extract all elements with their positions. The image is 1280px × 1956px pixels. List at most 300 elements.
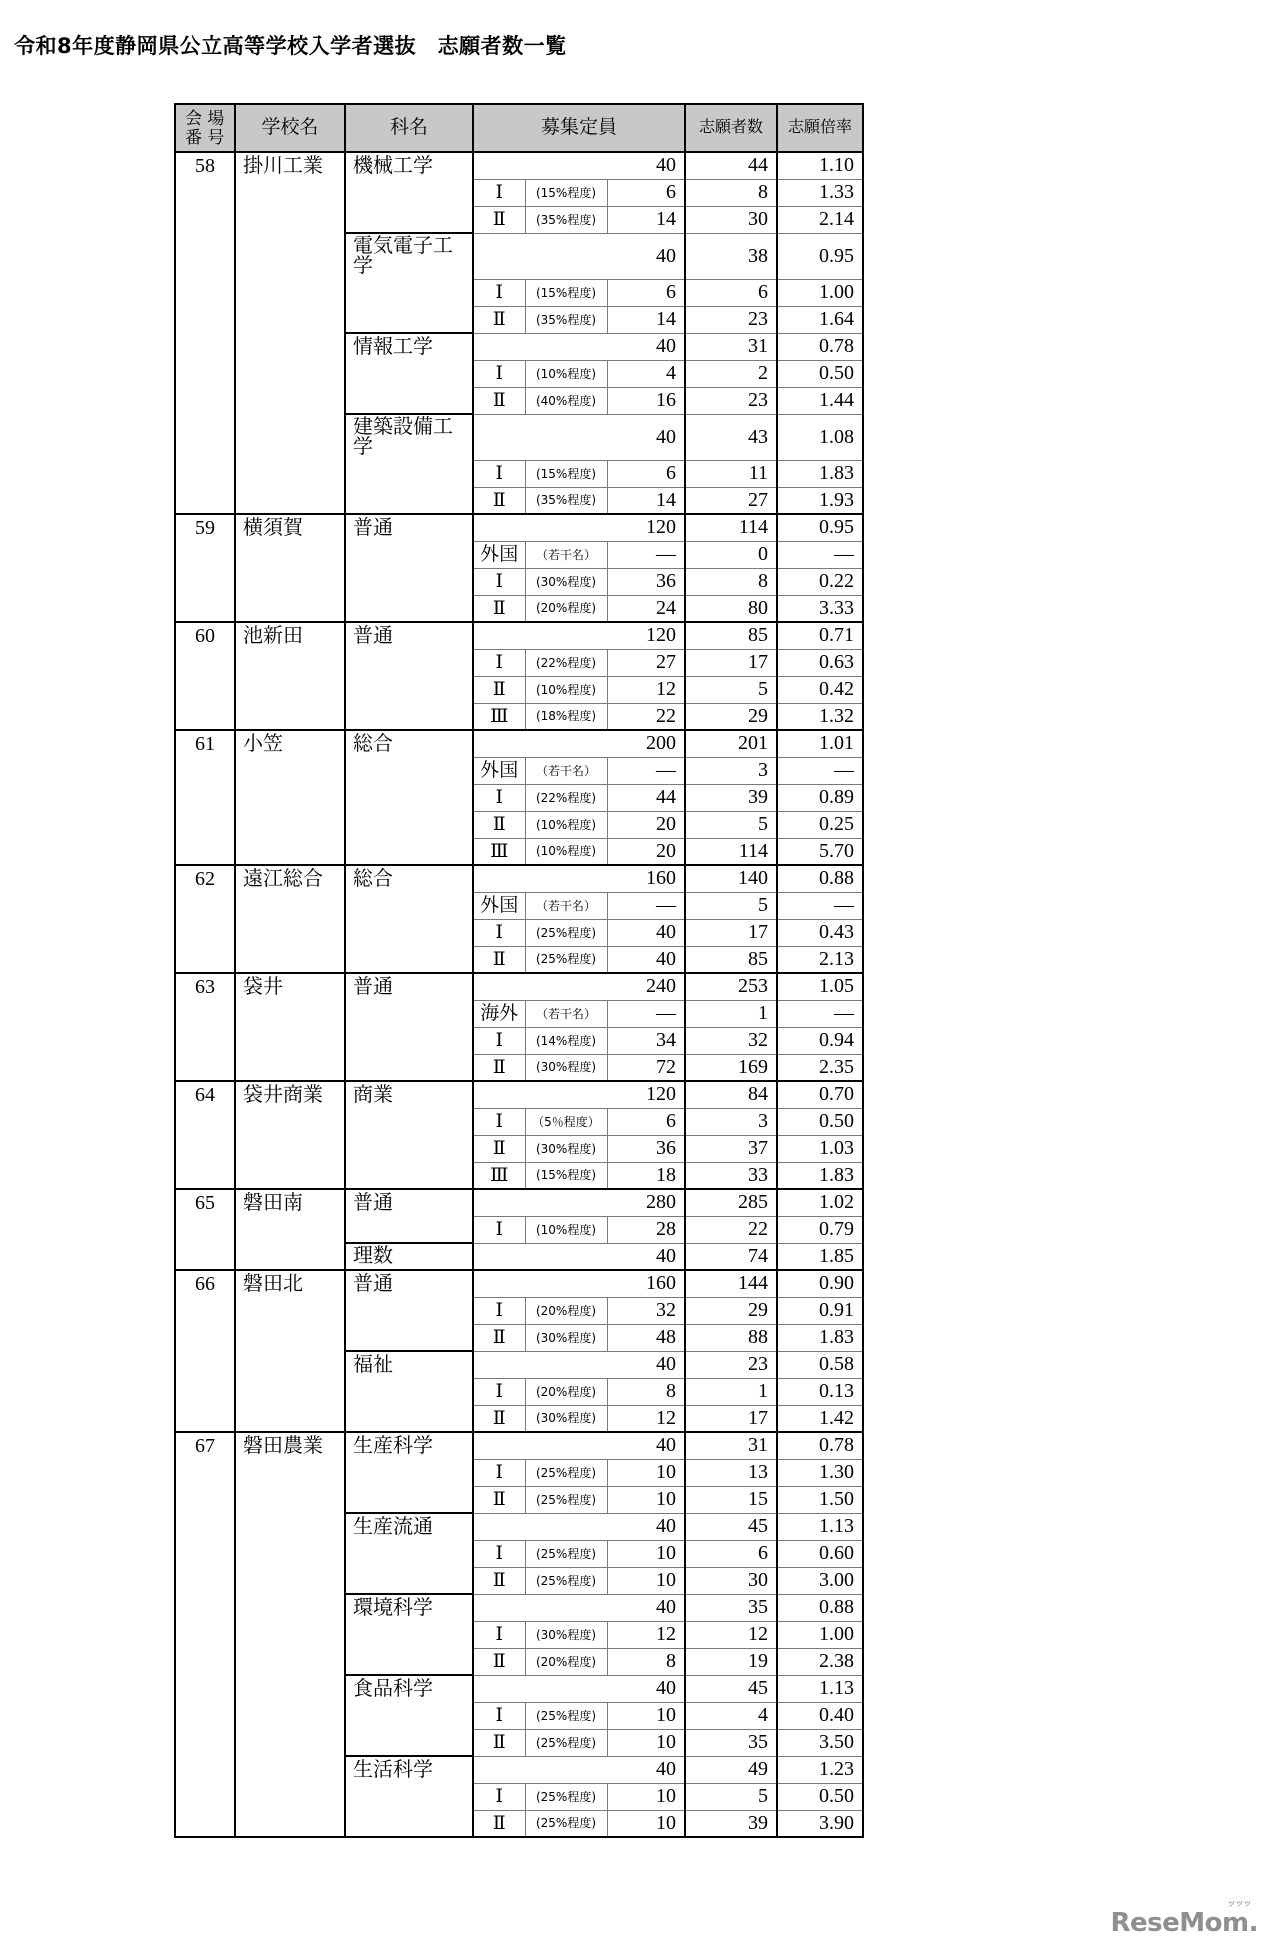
cell-quota-subtype-empty <box>473 414 607 460</box>
cell-quota-subtype-note: (25%程度) <box>525 946 607 973</box>
table-row <box>175 1432 863 1459</box>
cell-venue-number <box>175 1702 235 1729</box>
cell-applicants-value: 44 <box>685 152 777 179</box>
cell-venue-number <box>175 1648 235 1675</box>
cell-school-name <box>235 1351 345 1378</box>
cell-quota-subtype-note: (35%程度) <box>525 487 607 514</box>
cell-ratio-value: 1.32 <box>777 703 863 730</box>
cell-quota-subtype-note: (30%程度) <box>525 1135 607 1162</box>
cell-department-name <box>345 1648 473 1675</box>
cell-quota-subtype-note: （若干名） <box>525 892 607 919</box>
cell-school-name: 小笠 <box>235 730 345 757</box>
cell-applicants-value: 23 <box>685 1351 777 1378</box>
cell-school-name <box>235 179 345 206</box>
cell-venue-number <box>175 649 235 676</box>
cell-department-name: 総合 <box>345 865 473 892</box>
cell-quota-subtype-empty <box>473 865 607 892</box>
cell-quota-subtype-label: Ⅱ <box>473 1324 525 1351</box>
cell-ratio-value: 0.88 <box>777 1594 863 1621</box>
cell-quota-subtype-label: Ⅱ <box>473 387 525 414</box>
cell-school-name: 袋井 <box>235 973 345 1000</box>
table-row <box>175 1135 863 1162</box>
cell-school-name <box>235 1027 345 1054</box>
table-row <box>175 460 863 487</box>
cell-quota-value: 6 <box>607 179 685 206</box>
table-row <box>175 1216 863 1243</box>
cell-applicants-value: 201 <box>685 730 777 757</box>
cell-venue-number <box>175 1243 235 1270</box>
cell-quota-subtype-note: （若干名） <box>525 1000 607 1027</box>
cell-venue-number <box>175 1783 235 1810</box>
cell-quota-value: 34 <box>607 1027 685 1054</box>
cell-school-name <box>235 387 345 414</box>
cell-venue-number <box>175 811 235 838</box>
cell-ratio-value: 1.08 <box>777 414 863 460</box>
cell-department-name <box>345 649 473 676</box>
cell-school-name <box>235 1054 345 1081</box>
table-row <box>175 514 863 541</box>
cell-applicants-value: 144 <box>685 1270 777 1297</box>
cell-applicants-value: 8 <box>685 568 777 595</box>
cell-quota-value: 10 <box>607 1486 685 1513</box>
cell-applicants-value: 17 <box>685 1405 777 1432</box>
cell-quota-value: 40 <box>607 1513 685 1540</box>
cell-venue-number: 66 <box>175 1270 235 1297</box>
table-row <box>175 703 863 730</box>
table-row <box>175 1378 863 1405</box>
cell-school-name <box>235 206 345 233</box>
cell-ratio-value: 1.01 <box>777 730 863 757</box>
cell-quota-subtype-note: (10%程度) <box>525 811 607 838</box>
cell-school-name <box>235 1135 345 1162</box>
cell-applicants-value: 15 <box>685 1486 777 1513</box>
cell-quota-subtype-note: (20%程度) <box>525 1648 607 1675</box>
cell-quota-subtype-note: （若干名） <box>525 757 607 784</box>
cell-quota-subtype-label: 海外 <box>473 1000 525 1027</box>
cell-venue-number: 62 <box>175 865 235 892</box>
cell-school-name <box>235 703 345 730</box>
table-row <box>175 1162 863 1189</box>
table-header-row <box>175 104 863 152</box>
cell-quota-subtype-note: (18%程度) <box>525 703 607 730</box>
cell-department-name <box>345 1486 473 1513</box>
cell-quota-value: 20 <box>607 838 685 865</box>
cell-department-name <box>345 1324 473 1351</box>
cell-quota-value: 14 <box>607 306 685 333</box>
cell-department-name <box>345 1135 473 1162</box>
cell-quota-subtype-label: Ⅰ <box>473 1621 525 1648</box>
cell-quota-subtype-note: （5％程度） <box>525 1108 607 1135</box>
cell-venue-number <box>175 757 235 784</box>
cell-applicants-value: 2 <box>685 360 777 387</box>
cell-quota-subtype-label: Ⅱ <box>473 1486 525 1513</box>
cell-venue-number: 61 <box>175 730 235 757</box>
cell-applicants-value: 74 <box>685 1243 777 1270</box>
cell-quota-subtype-note: (30%程度) <box>525 1621 607 1648</box>
cell-venue-number <box>175 179 235 206</box>
cell-quota-subtype-empty <box>473 1432 607 1459</box>
cell-venue-number <box>175 676 235 703</box>
cell-quota-subtype-note: (25%程度) <box>525 1486 607 1513</box>
cell-quota-subtype-label: Ⅰ <box>473 1459 525 1486</box>
cell-quota-value: 6 <box>607 1108 685 1135</box>
cell-applicants-value: 49 <box>685 1756 777 1783</box>
cell-department-name <box>345 1027 473 1054</box>
cell-venue-number <box>175 460 235 487</box>
cell-school-name <box>235 1756 345 1783</box>
cell-venue-number <box>175 595 235 622</box>
cell-school-name <box>235 649 345 676</box>
cell-school-name <box>235 1459 345 1486</box>
cell-ratio-value: 1.42 <box>777 1405 863 1432</box>
cell-quota-subtype-empty <box>473 1594 607 1621</box>
cell-department-name <box>345 279 473 306</box>
cell-school-name <box>235 946 345 973</box>
cell-school-name <box>235 1243 345 1270</box>
cell-quota-subtype-label: Ⅰ <box>473 649 525 676</box>
cell-school-name <box>235 460 345 487</box>
cell-ratio-value: 2.13 <box>777 946 863 973</box>
cell-school-name <box>235 233 345 279</box>
cell-applicants-value: 32 <box>685 1027 777 1054</box>
cell-quota-value: 10 <box>607 1702 685 1729</box>
cell-venue-number <box>175 1000 235 1027</box>
cell-department-name <box>345 487 473 514</box>
cell-quota-subtype-note: (10%程度) <box>525 676 607 703</box>
column-header-quota: 募集定員 <box>473 104 685 152</box>
cell-venue-number <box>175 541 235 568</box>
cell-ratio-value: 1.02 <box>777 1189 863 1216</box>
cell-school-name <box>235 487 345 514</box>
cell-quota-value: 10 <box>607 1540 685 1567</box>
cell-ratio-value: 2.14 <box>777 206 863 233</box>
table-row <box>175 487 863 514</box>
cell-quota-subtype-note: (35%程度) <box>525 306 607 333</box>
cell-quota-subtype-note: (20%程度) <box>525 1378 607 1405</box>
cell-applicants-value: 1 <box>685 1378 777 1405</box>
cell-quota-value: 120 <box>607 514 685 541</box>
cell-venue-number <box>175 1594 235 1621</box>
cell-school-name <box>235 1486 345 1513</box>
cell-quota-value: 16 <box>607 387 685 414</box>
cell-applicants-value: 45 <box>685 1675 777 1702</box>
cell-school-name <box>235 1162 345 1189</box>
cell-ratio-value: ― <box>777 1000 863 1027</box>
cell-quota-value: 8 <box>607 1648 685 1675</box>
cell-ratio-value: 1.44 <box>777 387 863 414</box>
cell-applicants-value: 11 <box>685 460 777 487</box>
cell-department-name <box>345 757 473 784</box>
cell-applicants-value: 39 <box>685 784 777 811</box>
cell-department-name <box>345 1297 473 1324</box>
table-row <box>175 279 863 306</box>
cell-school-name <box>235 1810 345 1837</box>
cell-school-name <box>235 676 345 703</box>
cell-department-name <box>345 892 473 919</box>
cell-ratio-value: 1.13 <box>777 1675 863 1702</box>
cell-quota-subtype-label: Ⅱ <box>473 487 525 514</box>
cell-ratio-value: 1.83 <box>777 1162 863 1189</box>
cell-quota-value: 240 <box>607 973 685 1000</box>
cell-quota-subtype-note: (25%程度) <box>525 1702 607 1729</box>
table-row <box>175 1054 863 1081</box>
cell-quota-subtype-note: (15%程度) <box>525 1162 607 1189</box>
cell-quota-subtype-note: (30%程度) <box>525 1324 607 1351</box>
cell-ratio-value: 1.03 <box>777 1135 863 1162</box>
cell-applicants-value: 31 <box>685 1432 777 1459</box>
cell-applicants-value: 285 <box>685 1189 777 1216</box>
cell-quota-subtype-label: Ⅰ <box>473 1540 525 1567</box>
table-row <box>175 1108 863 1135</box>
table-row <box>175 595 863 622</box>
cell-department-name: 情報工学 <box>345 333 473 360</box>
cell-school-name <box>235 414 345 460</box>
cell-quota-subtype-label: Ⅲ <box>473 703 525 730</box>
watermark-ticks: ツツツ <box>1228 1900 1252 1908</box>
cell-quota-subtype-label: Ⅲ <box>473 838 525 865</box>
cell-applicants-value: 43 <box>685 414 777 460</box>
cell-ratio-value: 1.64 <box>777 306 863 333</box>
cell-quota-subtype-label: Ⅱ <box>473 1135 525 1162</box>
cell-ratio-value: 1.05 <box>777 973 863 1000</box>
cell-venue-number <box>175 919 235 946</box>
table-row <box>175 1567 863 1594</box>
cell-school-name <box>235 838 345 865</box>
table-row <box>175 1243 863 1270</box>
cell-ratio-value: 0.50 <box>777 1783 863 1810</box>
cell-ratio-value: ― <box>777 892 863 919</box>
cell-quota-subtype-label: Ⅱ <box>473 1729 525 1756</box>
cell-department-name <box>345 1405 473 1432</box>
table-row <box>175 568 863 595</box>
cell-venue-number <box>175 1810 235 1837</box>
table-row <box>175 676 863 703</box>
cell-quota-value: 120 <box>607 1081 685 1108</box>
cell-quota-value: 200 <box>607 730 685 757</box>
cell-quota-subtype-note: (30%程度) <box>525 568 607 595</box>
cell-department-name <box>345 1702 473 1729</box>
cell-ratio-value: 0.50 <box>777 1108 863 1135</box>
cell-quota-subtype-note: (20%程度) <box>525 595 607 622</box>
column-header-venue-number <box>175 104 235 152</box>
cell-ratio-value: 0.70 <box>777 1081 863 1108</box>
cell-quota-value: 48 <box>607 1324 685 1351</box>
cell-venue-number <box>175 279 235 306</box>
cell-department-name <box>345 703 473 730</box>
cell-quota-value: 22 <box>607 703 685 730</box>
cell-quota-subtype-label: Ⅰ <box>473 1027 525 1054</box>
cell-venue-number <box>175 414 235 460</box>
cell-department-name <box>345 1567 473 1594</box>
table-row <box>175 1189 863 1216</box>
cell-applicants-value: 0 <box>685 541 777 568</box>
cell-school-name <box>235 919 345 946</box>
cell-ratio-value: 1.30 <box>777 1459 863 1486</box>
cell-venue-number <box>175 1162 235 1189</box>
cell-department-name: 普通 <box>345 514 473 541</box>
cell-ratio-value: 3.00 <box>777 1567 863 1594</box>
cell-quota-subtype-note: (25%程度) <box>525 1783 607 1810</box>
cell-department-name <box>345 1540 473 1567</box>
table-header <box>175 104 863 152</box>
cell-quota-value: 6 <box>607 279 685 306</box>
cell-applicants-value: 35 <box>685 1594 777 1621</box>
table-row <box>175 1729 863 1756</box>
cell-quota-subtype-label: Ⅰ <box>473 1108 525 1135</box>
cell-school-name <box>235 306 345 333</box>
venue-head-line2: 番 号 <box>185 128 225 148</box>
cell-applicants-value: 3 <box>685 757 777 784</box>
cell-quota-value: 27 <box>607 649 685 676</box>
cell-quota-value: 12 <box>607 1405 685 1432</box>
table-row <box>175 1756 863 1783</box>
cell-quota-subtype-note: (25%程度) <box>525 1459 607 1486</box>
cell-department-name <box>345 1378 473 1405</box>
cell-applicants-value: 37 <box>685 1135 777 1162</box>
cell-school-name <box>235 1783 345 1810</box>
cell-applicants-value: 8 <box>685 179 777 206</box>
cell-school-name <box>235 1378 345 1405</box>
cell-quota-subtype-empty <box>473 1189 607 1216</box>
cell-quota-subtype-note: (22%程度) <box>525 649 607 676</box>
cell-venue-number <box>175 360 235 387</box>
cell-venue-number: 58 <box>175 152 235 179</box>
cell-quota-value: ― <box>607 892 685 919</box>
cell-quota-subtype-empty <box>473 1756 607 1783</box>
cell-quota-value: 40 <box>607 1351 685 1378</box>
cell-ratio-value: 1.10 <box>777 152 863 179</box>
cell-ratio-value: 2.38 <box>777 1648 863 1675</box>
cell-quota-subtype-label: Ⅱ <box>473 1405 525 1432</box>
resemom-watermark <box>1110 1900 1258 1938</box>
cell-venue-number <box>175 1540 235 1567</box>
table-row <box>175 946 863 973</box>
cell-school-name <box>235 1729 345 1756</box>
cell-quota-subtype-empty <box>473 1270 607 1297</box>
cell-quota-subtype-empty <box>473 233 607 279</box>
cell-department-name <box>345 1108 473 1135</box>
cell-quota-subtype-label: Ⅱ <box>473 811 525 838</box>
cell-venue-number <box>175 233 235 279</box>
cell-applicants-value: 39 <box>685 1810 777 1837</box>
cell-applicants-value: 5 <box>685 1783 777 1810</box>
cell-school-name <box>235 1324 345 1351</box>
cell-department-name <box>345 1810 473 1837</box>
cell-quota-subtype-empty <box>473 514 607 541</box>
cell-quota-subtype-empty <box>473 973 607 1000</box>
cell-department-name <box>345 179 473 206</box>
cell-venue-number <box>175 1756 235 1783</box>
cell-venue-number <box>175 568 235 595</box>
cell-school-name <box>235 784 345 811</box>
cell-ratio-value: 3.90 <box>777 1810 863 1837</box>
cell-quota-subtype-label: Ⅲ <box>473 1162 525 1189</box>
cell-school-name <box>235 1405 345 1432</box>
table-row <box>175 179 863 206</box>
cell-quota-subtype-empty <box>473 152 607 179</box>
cell-department-name: 普通 <box>345 973 473 1000</box>
cell-ratio-value: 0.42 <box>777 676 863 703</box>
cell-quota-value: 10 <box>607 1783 685 1810</box>
cell-venue-number <box>175 1405 235 1432</box>
cell-venue-number <box>175 838 235 865</box>
cell-school-name <box>235 1297 345 1324</box>
cell-quota-subtype-label: 外国 <box>473 541 525 568</box>
cell-venue-number: 64 <box>175 1081 235 1108</box>
cell-quota-subtype-empty <box>473 1243 607 1270</box>
table-row <box>175 865 863 892</box>
cell-quota-value: 6 <box>607 460 685 487</box>
cell-quota-value: 40 <box>607 152 685 179</box>
cell-ratio-value: 1.85 <box>777 1243 863 1270</box>
cell-quota-value: 72 <box>607 1054 685 1081</box>
cell-school-name <box>235 595 345 622</box>
cell-school-name: 横須賀 <box>235 514 345 541</box>
table-row <box>175 784 863 811</box>
table-row <box>175 387 863 414</box>
cell-quota-value: 32 <box>607 1297 685 1324</box>
cell-quota-subtype-note: (15%程度) <box>525 460 607 487</box>
cell-ratio-value: 0.40 <box>777 1702 863 1729</box>
cell-quota-value: 12 <box>607 1621 685 1648</box>
cell-quota-subtype-label: Ⅱ <box>473 1810 525 1837</box>
cell-quota-subtype-note: (15%程度) <box>525 279 607 306</box>
cell-quota-subtype-label: Ⅰ <box>473 279 525 306</box>
cell-applicants-value: 5 <box>685 811 777 838</box>
cell-school-name <box>235 1540 345 1567</box>
table-row <box>175 757 863 784</box>
table-row <box>175 1459 863 1486</box>
cell-quota-subtype-label: Ⅰ <box>473 1216 525 1243</box>
cell-applicants-value: 23 <box>685 306 777 333</box>
cell-quota-subtype-label: Ⅱ <box>473 676 525 703</box>
cell-department-name: 食品科学 <box>345 1675 473 1702</box>
cell-venue-number: 67 <box>175 1432 235 1459</box>
cell-department-name: 普通 <box>345 622 473 649</box>
table-row <box>175 1405 863 1432</box>
cell-applicants-value: 80 <box>685 595 777 622</box>
cell-department-name: 理数 <box>345 1243 473 1270</box>
cell-venue-number <box>175 1513 235 1540</box>
column-header-applicants: 志願者数 <box>685 104 777 152</box>
cell-quota-subtype-label: Ⅰ <box>473 1783 525 1810</box>
cell-quota-subtype-note: (30%程度) <box>525 1405 607 1432</box>
cell-quota-subtype-label: Ⅱ <box>473 595 525 622</box>
cell-quota-value: 44 <box>607 784 685 811</box>
cell-applicants-value: 85 <box>685 622 777 649</box>
cell-applicants-value: 23 <box>685 387 777 414</box>
cell-quota-value: 8 <box>607 1378 685 1405</box>
cell-school-name <box>235 1594 345 1621</box>
cell-department-name <box>345 1783 473 1810</box>
cell-department-name <box>345 360 473 387</box>
cell-ratio-value: 0.50 <box>777 360 863 387</box>
cell-department-name: 建築設備工学 <box>345 414 473 460</box>
cell-quota-subtype-label: Ⅰ <box>473 179 525 206</box>
cell-school-name <box>235 541 345 568</box>
cell-applicants-value: 6 <box>685 279 777 306</box>
cell-ratio-value: 0.58 <box>777 1351 863 1378</box>
table-row <box>175 730 863 757</box>
cell-ratio-value: 0.90 <box>777 1270 863 1297</box>
cell-department-name: 普通 <box>345 1189 473 1216</box>
cell-ratio-value: 1.83 <box>777 1324 863 1351</box>
cell-quota-subtype-note: (14%程度) <box>525 1027 607 1054</box>
cell-venue-number: 59 <box>175 514 235 541</box>
cell-department-name <box>345 206 473 233</box>
cell-venue-number <box>175 946 235 973</box>
cell-ratio-value: 1.50 <box>777 1486 863 1513</box>
